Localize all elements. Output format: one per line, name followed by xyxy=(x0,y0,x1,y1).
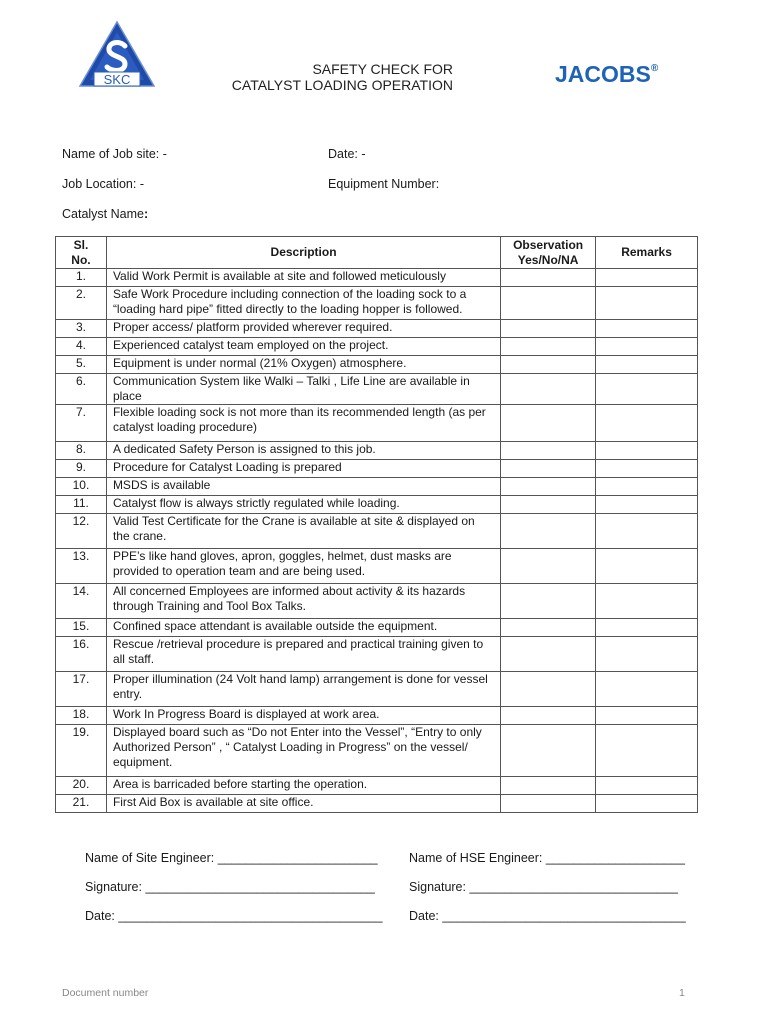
site-engineer-signature-line: Signature: _________________________________ xyxy=(85,880,375,894)
site-engineer-name-line: Name of Site Engineer: _______________________ xyxy=(85,851,378,865)
row-number: 19. xyxy=(56,725,107,777)
catalyst-name-label: Catalyst Name xyxy=(62,207,144,221)
table-row xyxy=(56,496,698,514)
row-description: Flexible loading sock is not more than its recommended length (as per catalyst loading procedure) xyxy=(106,405,500,442)
table-row xyxy=(56,725,698,777)
observation-cell[interactable] xyxy=(501,287,596,320)
table-row xyxy=(56,795,698,813)
remarks-cell[interactable] xyxy=(596,338,698,356)
observation-cell[interactable] xyxy=(501,672,596,707)
table-row xyxy=(56,707,698,725)
row-description: Safe Work Procedure including connection of the loading sock to a “loading hard pipe” fitted directly to the loading hopper is followed. xyxy=(106,287,500,320)
row-number: 6. xyxy=(56,374,107,405)
skc-logo xyxy=(78,20,156,90)
table-header-row xyxy=(56,237,698,269)
remarks-cell[interactable] xyxy=(596,707,698,725)
sl-no-header: Sl. No. xyxy=(56,237,107,269)
row-number: 1. xyxy=(56,269,107,287)
remarks-cell[interactable] xyxy=(596,442,698,460)
remarks-cell[interactable] xyxy=(596,496,698,514)
description-header: Description xyxy=(106,237,500,269)
row-number: 15. xyxy=(56,619,107,637)
catalyst-name-field xyxy=(62,207,148,221)
observation-cell[interactable] xyxy=(501,777,596,795)
table-row xyxy=(56,374,698,405)
observation-cell[interactable] xyxy=(501,405,596,442)
row-description: Rescue /retrieval procedure is prepared and practical training given to all staff. xyxy=(106,637,500,672)
remarks-cell[interactable] xyxy=(596,637,698,672)
row-number: 16. xyxy=(56,637,107,672)
row-description: Experienced catalyst team employed on the project. xyxy=(106,338,500,356)
remarks-cell[interactable] xyxy=(596,460,698,478)
table-row xyxy=(56,356,698,374)
observation-cell[interactable] xyxy=(501,442,596,460)
observation-cell[interactable] xyxy=(501,269,596,287)
observation-cell[interactable] xyxy=(501,514,596,549)
observation-cell[interactable] xyxy=(501,460,596,478)
registered-mark: ® xyxy=(650,63,659,74)
hse-engineer-name-line: Name of HSE Engineer: ____________________ xyxy=(409,851,685,865)
observation-cell[interactable] xyxy=(501,374,596,405)
remarks-cell[interactable] xyxy=(596,725,698,777)
row-description: MSDS is available xyxy=(106,478,500,496)
row-number: 10. xyxy=(56,478,107,496)
document-title xyxy=(200,61,453,93)
skc-logo-text: SKC xyxy=(103,72,131,87)
row-description: Valid Test Certificate for the Crane is available at site & displayed on the crane. xyxy=(106,514,500,549)
remarks-cell[interactable] xyxy=(596,405,698,442)
table-row xyxy=(56,287,698,320)
row-number: 5. xyxy=(56,356,107,374)
table-row xyxy=(56,478,698,496)
table-row xyxy=(56,584,698,619)
remarks-cell[interactable] xyxy=(596,478,698,496)
site-engineer-date-line: Date: ______________________________________ xyxy=(85,909,383,923)
observation-cell[interactable] xyxy=(501,549,596,584)
row-description: Work In Progress Board is displayed at work area. xyxy=(106,707,500,725)
observation-cell[interactable] xyxy=(501,320,596,338)
table-row xyxy=(56,777,698,795)
jacobs-logo-text: JACOBS xyxy=(555,61,651,87)
row-number: 4. xyxy=(56,338,107,356)
document-number-label: Document number xyxy=(62,987,149,999)
row-description: PPE’s like hand gloves, apron, goggles, helmet, dust masks are provided to operation team and are being used. xyxy=(106,549,500,584)
job-location-field: Job Location: - xyxy=(62,177,144,191)
row-number: 2. xyxy=(56,287,107,320)
hse-engineer-date-line: Date: ___________________________________ xyxy=(409,909,686,923)
hse-engineer-signature-line: Signature: ______________________________ xyxy=(409,880,679,894)
remarks-cell[interactable] xyxy=(596,619,698,637)
row-number: 9. xyxy=(56,460,107,478)
observation-cell[interactable] xyxy=(501,496,596,514)
date-field: Date: - xyxy=(328,147,366,161)
table-row xyxy=(56,338,698,356)
observation-cell[interactable] xyxy=(501,795,596,813)
title-line-1: SAFETY CHECK FOR xyxy=(312,61,453,77)
observation-cell[interactable] xyxy=(501,707,596,725)
table-row xyxy=(56,619,698,637)
table-row xyxy=(56,269,698,287)
row-number: 18. xyxy=(56,707,107,725)
row-number: 11. xyxy=(56,496,107,514)
row-number: 17. xyxy=(56,672,107,707)
jacobs-logo xyxy=(555,61,658,88)
remarks-cell[interactable] xyxy=(596,269,698,287)
remarks-cell[interactable] xyxy=(596,356,698,374)
row-number: 20. xyxy=(56,777,107,795)
row-number: 7. xyxy=(56,405,107,442)
remarks-cell[interactable] xyxy=(596,514,698,549)
table-row xyxy=(56,405,698,442)
row-description: Proper access/ platform provided wherever required. xyxy=(106,320,500,338)
equipment-number-field: Equipment Number: xyxy=(328,177,440,191)
row-number: 3. xyxy=(56,320,107,338)
title-line-2: CATALYST LOADING OPERATION xyxy=(231,77,453,93)
table-row xyxy=(56,549,698,584)
row-description: Communication System like Walki – Talki , Life Line are available in place xyxy=(106,374,500,405)
row-description: Area is barricaded before starting the operation. xyxy=(106,777,500,795)
row-description: Confined space attendant is available outside the equipment. xyxy=(106,619,500,637)
table-row xyxy=(56,672,698,707)
remarks-cell[interactable] xyxy=(596,320,698,338)
catalyst-name-colon: : xyxy=(143,207,149,221)
row-number: 12. xyxy=(56,514,107,549)
row-description: Displayed board such as “Do not Enter into the Vessel”, “Entry to only Authorized Person” , “ Catalyst Loading in Progress” on the vessel/ equipment. xyxy=(106,725,500,777)
remarks-cell[interactable] xyxy=(596,549,698,584)
remarks-cell[interactable] xyxy=(596,584,698,619)
table-row xyxy=(56,514,698,549)
row-description: Catalyst flow is always strictly regulated while loading. xyxy=(106,496,500,514)
row-number: 14. xyxy=(56,584,107,619)
observation-cell[interactable] xyxy=(501,478,596,496)
observation-cell[interactable] xyxy=(501,338,596,356)
table-row xyxy=(56,460,698,478)
table-row xyxy=(56,320,698,338)
remarks-cell[interactable] xyxy=(596,795,698,813)
row-number: 8. xyxy=(56,442,107,460)
page-number: 1 xyxy=(679,987,685,999)
row-number: 13. xyxy=(56,549,107,584)
remarks-header: Remarks xyxy=(596,237,698,269)
observation-cell[interactable] xyxy=(501,584,596,619)
observation-cell[interactable] xyxy=(501,637,596,672)
job-site-field: Name of Job site: - xyxy=(62,147,167,161)
row-description: A dedicated Safety Person is assigned to this job. xyxy=(106,442,500,460)
table-row xyxy=(56,442,698,460)
remarks-cell[interactable] xyxy=(596,672,698,707)
observation-cell[interactable] xyxy=(501,725,596,777)
row-description: Equipment is under normal (21% Oxygen) atmosphere. xyxy=(106,356,500,374)
table-row xyxy=(56,637,698,672)
checklist-table xyxy=(55,236,698,813)
row-description: Valid Work Permit is available at site and followed meticulously xyxy=(106,269,500,287)
remarks-cell[interactable] xyxy=(596,777,698,795)
row-description: First Aid Box is available at site office. xyxy=(106,795,500,813)
remarks-cell[interactable] xyxy=(596,374,698,405)
observation-header: Observation Yes/No/NA xyxy=(501,237,596,269)
observation-cell[interactable] xyxy=(501,619,596,637)
row-number: 21. xyxy=(56,795,107,813)
remarks-cell[interactable] xyxy=(596,287,698,320)
row-description: Proper illumination (24 Volt hand lamp) arrangement is done for vessel entry. xyxy=(106,672,500,707)
observation-cell[interactable] xyxy=(501,356,596,374)
row-description: All concerned Employees are informed about activity & its hazards through Training and Tool Box Talks. xyxy=(106,584,500,619)
row-description: Procedure for Catalyst Loading is prepared xyxy=(106,460,500,478)
